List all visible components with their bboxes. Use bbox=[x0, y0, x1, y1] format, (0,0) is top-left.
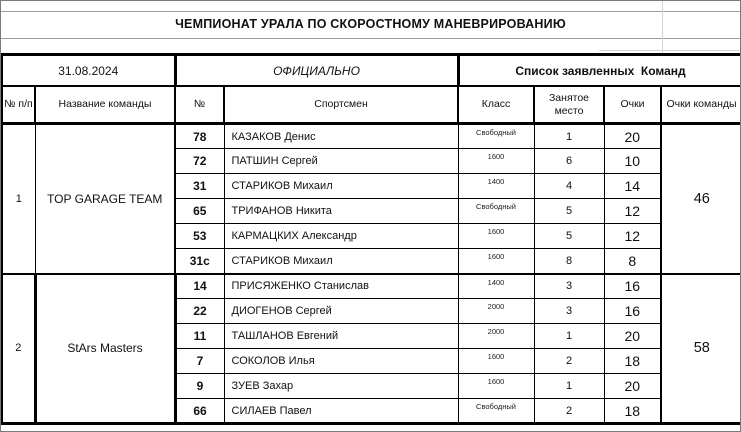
place-cell: 1 bbox=[534, 124, 604, 149]
class-cell: 1600 bbox=[458, 374, 534, 399]
class-cell: 2000 bbox=[458, 299, 534, 324]
class-cell: 1400 bbox=[458, 274, 534, 299]
table-row bbox=[2, 274, 741, 299]
official-label: ОФИЦИАЛЬНО bbox=[175, 55, 458, 87]
col-header-index: № п/п bbox=[2, 86, 35, 124]
rider-number-cell: 9 bbox=[175, 374, 224, 399]
column-header-row bbox=[2, 86, 741, 124]
col-header-points: Очки bbox=[604, 86, 661, 124]
sportsman-cell: СИЛАЕВ Павел bbox=[224, 399, 458, 424]
rider-number-cell: 65 bbox=[175, 199, 224, 224]
rider-number-cell: 14 bbox=[175, 274, 224, 299]
sportsman-cell: СОКОЛОВ Илья bbox=[224, 349, 458, 374]
col-header-team: Название команды bbox=[35, 86, 175, 124]
rider-number-cell: 11 bbox=[175, 324, 224, 349]
sportsman-cell: ЗУЕВ Захар bbox=[224, 374, 458, 399]
place-cell: 1 bbox=[534, 374, 604, 399]
rider-number-cell: 31 bbox=[175, 174, 224, 199]
points-cell: 20 bbox=[604, 374, 661, 399]
class-cell: Свободный bbox=[458, 399, 534, 424]
points-cell: 10 bbox=[604, 149, 661, 174]
gridline bbox=[1, 38, 740, 39]
place-cell: 1 bbox=[534, 324, 604, 349]
team-points-cell: 46 bbox=[661, 124, 741, 274]
gridline bbox=[599, 50, 741, 51]
col-header-team-points: Очки команды bbox=[661, 86, 741, 124]
sportsman-cell: КАРМАЦКИХ Александр bbox=[224, 224, 458, 249]
points-cell: 16 bbox=[604, 299, 661, 324]
sportsman-cell: ПАТШИН Сергей bbox=[224, 149, 458, 174]
place-cell: 6 bbox=[534, 149, 604, 174]
sportsman-cell: ПРИСЯЖЕНКО Станислав bbox=[224, 274, 458, 299]
class-cell: 1600 bbox=[458, 224, 534, 249]
rider-number-cell: 78 bbox=[175, 124, 224, 149]
points-cell: 8 bbox=[604, 249, 661, 274]
points-cell: 18 bbox=[604, 399, 661, 424]
table-row bbox=[2, 124, 741, 149]
col-header-place: Занятое место bbox=[534, 86, 604, 124]
place-cell: 3 bbox=[534, 274, 604, 299]
list-title: Список заявленных Команд bbox=[458, 55, 741, 87]
class-cell: 1600 bbox=[458, 149, 534, 174]
place-cell: 5 bbox=[534, 224, 604, 249]
team-index-cell: 2 bbox=[2, 274, 35, 424]
place-cell: 5 bbox=[534, 199, 604, 224]
class-cell: Свободный bbox=[458, 124, 534, 149]
class-cell: Свободный bbox=[458, 199, 534, 224]
class-cell: 1600 bbox=[458, 349, 534, 374]
subheader-row bbox=[2, 55, 741, 87]
place-cell: 3 bbox=[534, 299, 604, 324]
rider-number-cell: 31с bbox=[175, 249, 224, 274]
rider-number-cell: 22 bbox=[175, 299, 224, 324]
sportsman-cell: КАЗАКОВ Денис bbox=[224, 124, 458, 149]
date-cell: 31.08.2024 bbox=[2, 55, 175, 87]
page-title: ЧЕМПИОНАТ УРАЛА ПО СКОРОСТНОМУ МАНЕВРИРОВАНИЮ bbox=[175, 17, 566, 31]
place-cell: 2 bbox=[534, 399, 604, 424]
sportsman-cell: ДИОГЕНОВ Сергей bbox=[224, 299, 458, 324]
team-index-cell: 1 bbox=[2, 124, 35, 274]
points-cell: 20 bbox=[604, 324, 661, 349]
points-cell: 12 bbox=[604, 224, 661, 249]
teams-table bbox=[1, 53, 741, 425]
team-name-cell: StArs Masters bbox=[35, 274, 175, 424]
team-name-cell: TOP GARAGE TEAM bbox=[35, 124, 175, 274]
place-cell: 4 bbox=[534, 174, 604, 199]
points-cell: 14 bbox=[604, 174, 661, 199]
points-cell: 16 bbox=[604, 274, 661, 299]
rider-number-cell: 72 bbox=[175, 149, 224, 174]
sportsman-cell: ТАШЛАНОВ Евгений bbox=[224, 324, 458, 349]
sportsman-cell: СТАРИКОВ Михаил bbox=[224, 174, 458, 199]
place-cell: 2 bbox=[534, 349, 604, 374]
class-cell: 1400 bbox=[458, 174, 534, 199]
sportsman-cell: ТРИФАНОВ Никита bbox=[224, 199, 458, 224]
class-cell: 2000 bbox=[458, 324, 534, 349]
class-cell: 1600 bbox=[458, 249, 534, 274]
rider-number-cell: 7 bbox=[175, 349, 224, 374]
sportsman-cell: СТАРИКОВ Михаил bbox=[224, 249, 458, 274]
col-header-sportsman: Спортсмен bbox=[224, 86, 458, 124]
col-header-num: № bbox=[175, 86, 224, 124]
col-header-class: Класс bbox=[458, 86, 534, 124]
team-points-cell: 58 bbox=[661, 274, 741, 424]
points-cell: 18 bbox=[604, 349, 661, 374]
points-cell: 20 bbox=[604, 124, 661, 149]
points-cell: 12 bbox=[604, 199, 661, 224]
rider-number-cell: 66 bbox=[175, 399, 224, 424]
place-cell: 8 bbox=[534, 249, 604, 274]
sheet-top-area bbox=[1, 1, 740, 53]
rider-number-cell: 53 bbox=[175, 224, 224, 249]
